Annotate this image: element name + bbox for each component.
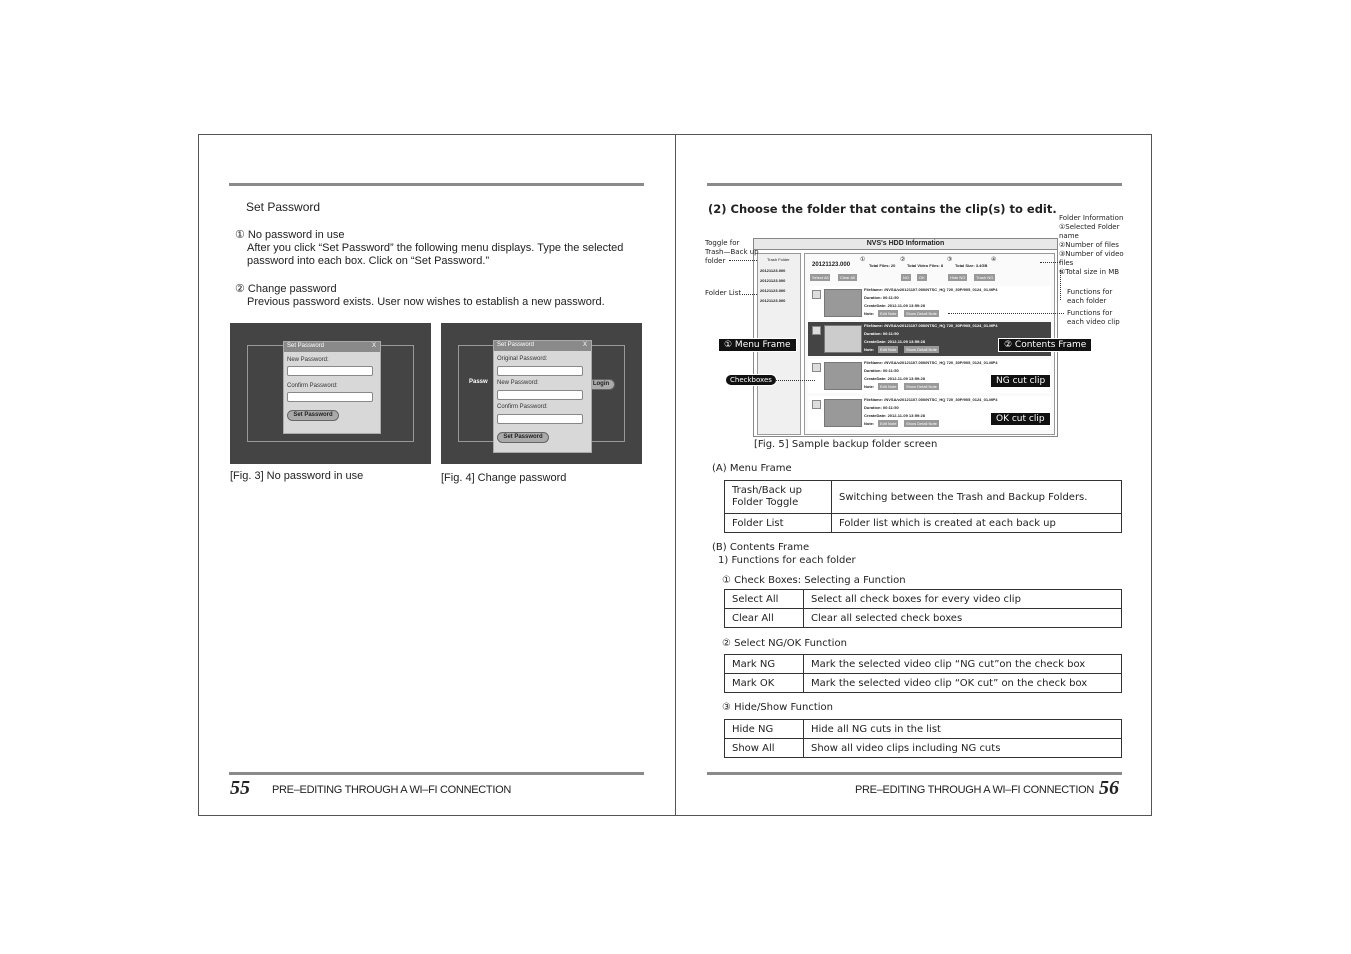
fig4-caption: [Fig. 4] Change password — [441, 472, 567, 484]
fig5-folder-item[interactable]: 20121123.000 — [760, 298, 786, 303]
table-key: Folder List — [725, 514, 832, 533]
table-value: Hide all NG cuts in the list — [804, 720, 1122, 739]
section-b-title: (B) Contents Frame — [712, 542, 810, 553]
table-key: Mark NG — [725, 655, 804, 674]
fig5-clip-duration: Duration: 00:11:50 — [864, 295, 899, 300]
fig5-clip-duration: Duration: 00:11:50 — [864, 368, 899, 373]
ann-folder-list: Folder List — [705, 289, 742, 297]
ann-folder-info-line: ②Number of files — [1059, 241, 1119, 249]
fig3-confirm-password-input[interactable] — [287, 392, 373, 402]
close-icon[interactable]: X — [582, 342, 587, 348]
fig4-dialog-titlebar — [494, 341, 591, 351]
fig4-label-original-password: Original Password: — [497, 356, 548, 362]
fig5-clip-thumbnail — [824, 399, 862, 427]
table-row — [725, 739, 1122, 758]
item2-title: ② Change password — [235, 283, 337, 295]
page-number-left: 55 — [230, 777, 250, 799]
table-key: Clear All — [725, 609, 804, 628]
fig5-total-video: Total Video Files: 8 — [907, 263, 944, 268]
fig5-clip-filename: FileName: /NVSA/v20121107.000/NTSC_HQ 720_30P/905_0124_01.MP4 — [864, 323, 998, 328]
page-divider — [675, 134, 676, 816]
fig5-show-detail-note-button[interactable]: Show Detail Note — [906, 421, 937, 426]
table-row — [725, 481, 1122, 514]
fig5-clip-duration: Duration: 00:11:50 — [864, 331, 899, 336]
ann-folder-info-line: ③Number of video — [1059, 250, 1124, 258]
table-key: Trash/Back up Folder Toggle — [725, 481, 832, 514]
ann-folder-info-line: Folder Information — [1059, 214, 1124, 222]
contents-frame-label: ② Contents Frame — [998, 338, 1092, 352]
top-rule-right — [707, 183, 1122, 186]
checkboxes-label: Checkboxes — [725, 374, 777, 386]
fig5-clip-duration: Duration: 00:11:50 — [864, 405, 899, 410]
fig5-edit-note-button[interactable]: Edit Note — [880, 311, 897, 316]
footer-left: PRE–EDITING THROUGH A WI–FI CONNECTION — [272, 784, 511, 796]
fig5-clip-thumbnail — [824, 325, 862, 353]
fig5-clip-createdate: CreateDate: 2012-11-09 13:59:28 — [864, 303, 925, 308]
fig5-clip-createdate: CreateDate: 2012-11-09 13:59:28 — [864, 413, 925, 418]
fig5-clip-note-label: Note: — [864, 347, 875, 352]
fig5-select-all-button[interactable]: Select All — [812, 275, 829, 280]
fig5-edit-note-button[interactable]: Edit Note — [880, 421, 897, 426]
fig4-dialog — [493, 340, 592, 453]
table-key: Show All — [725, 739, 804, 758]
table-row — [725, 514, 1122, 533]
ann-func-clip-line: each video clip — [1067, 318, 1120, 326]
table-hide-show — [724, 719, 1122, 758]
table-value: Mark the selected video clip “NG cut”on the check box — [804, 655, 1122, 674]
fig5-clear-all-button[interactable]: Clear All — [840, 275, 855, 280]
section-a-title: (A) Menu Frame — [712, 463, 792, 474]
ann-toggle-line: folder — [705, 257, 726, 265]
fig5-total-files: Total Files: 20 — [869, 263, 896, 268]
table-value: Switching between the Trash and Backup Folders. — [832, 481, 1122, 514]
ngok-title: ② Select NG/OK Function — [722, 638, 847, 649]
fig5-edit-note-button[interactable]: Edit Note — [880, 347, 897, 352]
table-value: Folder list which is created at each back up — [832, 514, 1122, 533]
fig5-clip-thumbnail — [824, 362, 862, 390]
fig3-label-new-password: New Password: — [287, 357, 329, 363]
table-row — [725, 720, 1122, 739]
ann-func-folder-line: Functions for — [1067, 288, 1113, 296]
table-value: Show all video clips including NG cuts — [804, 739, 1122, 758]
fig5-folder-item[interactable]: 20121123.000 — [760, 288, 786, 293]
fig4-set-password-button[interactable]: Set Password — [497, 432, 549, 443]
fig5-clip-checkbox[interactable] — [812, 400, 821, 409]
fig3-label-confirm-password: Confirm Password: — [287, 383, 338, 389]
fig4-confirm-password-input[interactable] — [497, 414, 583, 424]
fig3-new-password-input[interactable] — [287, 366, 373, 376]
fig5-show-detail-note-button[interactable]: Show Detail Note — [906, 384, 937, 389]
fig3-dialog — [283, 341, 381, 434]
top-rule-left — [229, 183, 644, 186]
ann-folder-info-line: ④Total size in MB — [1059, 268, 1120, 276]
item2-text-line1: Previous password exists. User now wishes to establish a new password. — [247, 296, 605, 308]
ng-cut-label: NG cut clip — [990, 374, 1051, 388]
fig5-trash-ng-button[interactable]: Trash NG — [976, 275, 994, 280]
ann-folder-info — [1059, 214, 1124, 277]
fig4-new-password-input[interactable] — [497, 390, 583, 400]
fig5-folder-item[interactable]: 20121123.000 — [760, 278, 786, 283]
fig5-show-detail-note-button[interactable]: Show Detail Note — [906, 311, 937, 316]
ann-folder-info-line: name — [1059, 232, 1079, 240]
fig3-screenshot — [230, 323, 431, 464]
fig4-bg-password-text: Passw — [469, 379, 488, 385]
table-row — [725, 655, 1122, 674]
ann-toggle-line: Toggle for — [705, 239, 740, 247]
ann-folder-info-leader — [1040, 262, 1060, 263]
table-key: Hide NG — [725, 720, 804, 739]
footer-right: PRE–EDITING THROUGH A WI–FI CONNECTION — [855, 784, 1094, 796]
table-row — [725, 609, 1122, 628]
fig5-window-title: NVS's HDD Information — [754, 239, 1057, 250]
table-value: Select all check boxes for every video clip — [804, 590, 1122, 609]
item1-title: ① No password in use — [235, 229, 345, 241]
ann-toggle-leader — [729, 260, 757, 261]
fig4-bg-login-button: Login — [587, 379, 615, 390]
table-row — [725, 590, 1122, 609]
hide-show-title: ③ Hide/Show Function — [722, 702, 834, 713]
fig5-clip-checkbox[interactable] — [812, 326, 821, 335]
bottom-rule-left — [229, 772, 644, 775]
ann-func-folder-line: each folder — [1067, 297, 1107, 305]
fig4-original-password-input[interactable] — [497, 366, 583, 376]
table-value: Clear all selected check boxes — [804, 609, 1122, 628]
ann-folder-info-line: files — [1059, 259, 1074, 267]
fig5-ok-button[interactable]: OK — [919, 275, 925, 280]
fig5-clip-checkbox[interactable] — [812, 290, 821, 299]
item1-text-line2: password into each box. Click on “Set Password.” — [247, 255, 490, 267]
fig5-clip-filename: FileName: /NVSA/v20121107.000/NTSC_HQ 720_30P/905_0124_01.MP4 — [864, 360, 998, 365]
ann-toggle — [705, 239, 759, 266]
check-boxes-title: ① Check Boxes: Selecting a Function — [722, 575, 906, 586]
fig5-edit-note-button[interactable]: Edit Note — [880, 384, 897, 389]
ann-func-clip-leader — [948, 313, 1064, 314]
fig5-ng-button[interactable]: NG — [903, 275, 909, 280]
checkboxes-leader — [775, 380, 815, 381]
fig5-clip-note-label: Note: — [864, 384, 875, 389]
fig4-dialog-title: Set Password — [497, 342, 535, 348]
fig5-marker-3: ③ — [947, 257, 953, 263]
fig5-show-detail-note-button[interactable]: Show Detail Note — [906, 347, 937, 352]
fig5-marker-1: ① — [860, 257, 866, 263]
fig3-dialog-titlebar — [284, 342, 380, 352]
table-menu-frame — [724, 480, 1122, 533]
table-check-boxes — [724, 589, 1122, 628]
ann-func-folder — [1067, 288, 1112, 306]
table-key: Mark OK — [725, 674, 804, 693]
fig5-marker-4: ④ — [991, 257, 997, 263]
fig5-clip-createdate: CreateDate: 2012-11-09 13:59:28 — [864, 376, 925, 381]
fig4-label-new-password: New Password: — [497, 380, 539, 386]
fig5-clip-thumbnail — [824, 289, 862, 317]
ann-func-clip-line: Functions for — [1067, 309, 1113, 317]
fig5-clip-row — [808, 286, 1051, 320]
fig4-screenshot — [441, 323, 642, 464]
table-value: Mark the selected video clip “OK cut” on the check box — [804, 674, 1122, 693]
section-b1-title: 1) Functions for each folder — [718, 555, 856, 566]
fig3-set-password-button[interactable]: Set Password — [287, 410, 339, 421]
ok-cut-label: OK cut clip — [990, 412, 1051, 426]
item1-text-line1: After you click “Set Password” the following menu displays. Type the selected — [247, 242, 624, 254]
fig5-hide-ng-button[interactable]: Hide NG — [950, 275, 966, 280]
table-ng-ok — [724, 654, 1122, 693]
close-icon[interactable]: X — [371, 343, 376, 349]
fig5-clip-filename: FileName: /NVSA/v20121107.000/NTSC_HQ 720_30P/905_0124_01.MP4 — [864, 397, 998, 402]
fig5-clip-createdate: CreateDate: 2012-11-09 13:59:28 — [864, 339, 925, 344]
page-number-right: 56 — [1099, 777, 1119, 799]
bottom-rule-right — [707, 772, 1122, 775]
fig5-clip-note-label: Note: — [864, 311, 875, 316]
ann-folder-list-leader — [742, 294, 757, 295]
fig5-clip-note-label: Note: — [864, 421, 875, 426]
fig5-folder-item[interactable]: 20121123.000 — [760, 268, 786, 273]
fig5-caption: [Fig. 5] Sample backup folder screen — [754, 439, 938, 450]
fig5-trash-folder-toggle[interactable]: Trash Folder — [767, 257, 790, 262]
menu-frame-label: ① Menu Frame — [718, 338, 797, 352]
fig3-dialog-title: Set Password — [287, 343, 325, 349]
table-key: Select All — [725, 590, 804, 609]
ann-func-folder-leader — [1060, 270, 1061, 300]
table-row — [725, 674, 1122, 693]
ann-func-clip — [1067, 309, 1120, 327]
section-heading: Set Password — [246, 200, 321, 214]
fig5-total-size: Total Size: 3.4GB — [955, 263, 988, 268]
fig3-caption: [Fig. 3] No password in use — [230, 470, 364, 482]
ann-toggle-line: Trash—Back up — [705, 248, 759, 256]
fig5-marker-2: ② — [900, 257, 906, 263]
fig5-clip-filename: FileName: /NVSA/v20121107.000/NTSC_HQ 720_30P/905_0124_01.MP4 — [864, 287, 998, 292]
fig4-label-confirm-password: Confirm Password: — [497, 404, 548, 410]
ann-folder-info-line: ①Selected Folder — [1059, 223, 1120, 231]
fig5-selected-folder: 20121123.000 — [812, 262, 851, 268]
section-heading-right: (2) Choose the folder that contains the clip(s) to edit. — [708, 202, 1057, 216]
fig5-clip-checkbox[interactable] — [812, 363, 821, 372]
